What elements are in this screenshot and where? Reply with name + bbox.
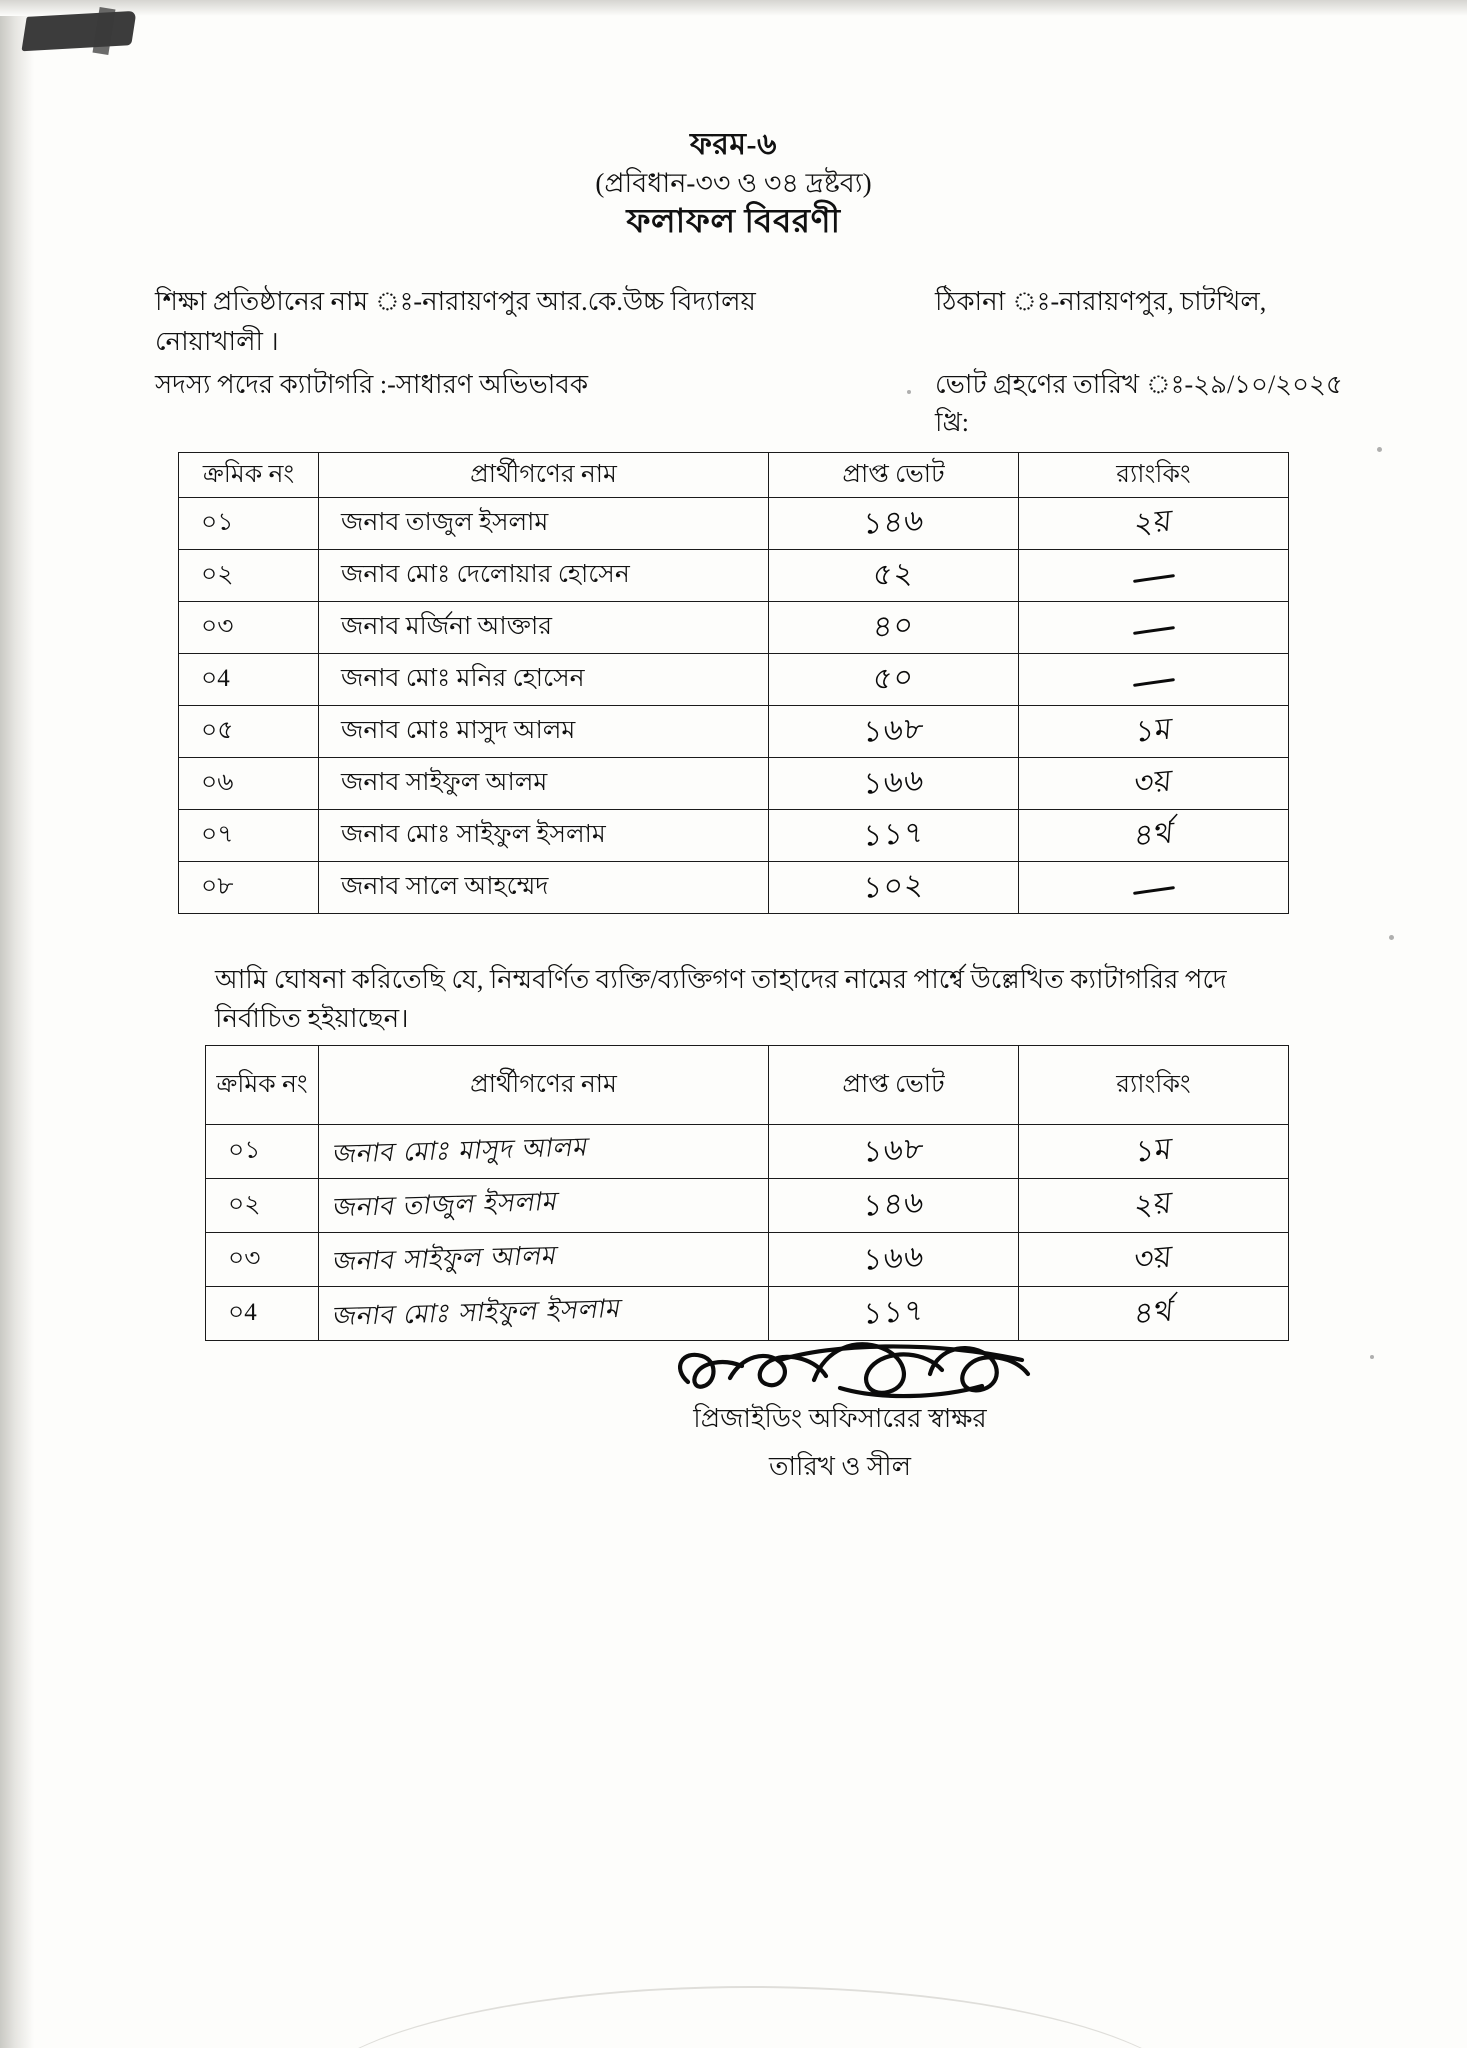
column-header-ranking: র‍্যাংকিং <box>1019 453 1289 498</box>
handwritten-ranking-dash <box>1132 678 1174 687</box>
handwritten-ranking: ১ম <box>1133 1131 1174 1170</box>
column-header-candidate-name: প্রার্থীগণের নাম <box>319 453 769 498</box>
table-row <box>206 1233 1289 1287</box>
cell-serial: ০৭ <box>179 810 319 862</box>
table-header-row <box>179 453 1289 498</box>
column-header-candidate-name: প্রার্থীগণের নাম <box>319 1046 769 1125</box>
handwritten-votes: ১০২ <box>861 867 926 906</box>
table-row <box>179 550 1289 602</box>
cell-ranking <box>1019 862 1289 914</box>
cell-candidate-name <box>319 1233 769 1287</box>
cell-serial: ০4 <box>179 654 319 706</box>
table-row <box>179 706 1289 758</box>
handwritten-votes: ১১৭ <box>861 815 926 854</box>
handwritten-votes: ১৬৮ <box>861 711 926 750</box>
handwritten-candidate-name: জনাব মোঃ মাসুদ আলম <box>330 1131 592 1170</box>
handwritten-votes: ৫২ <box>872 555 916 594</box>
column-header-serial: ক্রমিক নং <box>179 453 319 498</box>
cell-serial: ০4 <box>206 1287 319 1341</box>
scan-left-edge-shadow <box>0 0 34 2048</box>
table-header-row <box>206 1046 1289 1125</box>
vote-date-field <box>925 366 1355 443</box>
cell-votes <box>769 1233 1019 1287</box>
cell-candidate-name <box>319 1179 769 1233</box>
scan-bottom-fold <box>300 1986 1200 2048</box>
member-category-field <box>155 366 855 404</box>
handwritten-candidate-name: জনাব মোঃ সাইফুল ইসলাম <box>330 1293 624 1332</box>
cell-votes <box>769 550 1019 602</box>
handwritten-votes: ১৬৬ <box>861 763 926 802</box>
cell-votes <box>769 602 1019 654</box>
cell-ranking <box>1019 498 1289 550</box>
cell-serial: ০১ <box>206 1125 319 1179</box>
document-meta <box>155 283 1355 443</box>
column-header-votes: প্রাপ্ত ভোট <box>769 1046 1019 1125</box>
member-category-label: সদস্য পদের ক্যাটাগরি :- <box>155 369 396 399</box>
cell-votes <box>769 498 1019 550</box>
member-category-value: সাধারণ অভিভাবক <box>395 369 589 399</box>
cell-serial: ০৫ <box>179 706 319 758</box>
handwritten-ranking: ২য় <box>1133 503 1174 542</box>
cell-candidate-name: জনাব তাজুল ইসলাম <box>319 498 769 550</box>
handwritten-ranking: ১ম <box>1133 711 1174 750</box>
cell-candidate-name: জনাব মোঃ সাইফুল ইসলাম <box>319 810 769 862</box>
handwritten-votes: ১৪৬ <box>861 503 926 542</box>
cell-candidate-name: জনাব সাইফুল আলম <box>319 758 769 810</box>
cell-candidate-name <box>319 1125 769 1179</box>
cell-ranking <box>1019 1233 1289 1287</box>
handwritten-ranking: ৩য় <box>1133 1239 1174 1278</box>
elected-candidates-table <box>205 1045 1289 1341</box>
scan-speck <box>1389 935 1394 940</box>
cell-votes <box>769 706 1019 758</box>
table-row <box>179 810 1289 862</box>
institution-field <box>155 283 855 321</box>
handwritten-ranking: ৪র্থ <box>1132 1293 1175 1332</box>
cell-serial: ০৩ <box>206 1233 319 1287</box>
handwritten-ranking-dash <box>1132 626 1174 635</box>
signature-block <box>560 1330 1120 1490</box>
presiding-officer-label: প্রিজাইডিং অফিসারের স্বাক্ষর <box>693 1404 987 1433</box>
column-header-votes: প্রাপ্ত ভোট <box>769 453 1019 498</box>
cell-votes <box>769 1125 1019 1179</box>
address-label: ঠিকানা ঃ- <box>935 287 1060 316</box>
handwritten-ranking-dash <box>1132 886 1174 895</box>
document-heading <box>0 128 1467 241</box>
handwritten-ranking-dash <box>1132 574 1174 583</box>
rule-reference: (প্রবিধান-৩৩ ও ৩৪ দ্রষ্টব্য) <box>595 167 872 198</box>
cell-serial: ০৬ <box>179 758 319 810</box>
cell-ranking <box>1019 1125 1289 1179</box>
cell-serial: ০৩ <box>179 602 319 654</box>
column-header-ranking: র‍্যাংকিং <box>1019 1046 1289 1125</box>
cell-ranking <box>1019 1179 1289 1233</box>
cell-ranking <box>1019 654 1289 706</box>
cell-ranking <box>1019 602 1289 654</box>
cell-candidate-name: জনাব মর্জিনা আক্তার <box>319 602 769 654</box>
handwritten-candidate-name: জনাব সাইফুল আলম <box>330 1240 560 1277</box>
handwritten-votes: ১৬৮ <box>861 1131 926 1170</box>
handwritten-votes: ১৪৬ <box>861 1185 926 1224</box>
handwritten-ranking: ৩য় <box>1133 763 1174 802</box>
page-title: ফলাফল বিবরণী <box>626 203 841 240</box>
cell-serial: ০২ <box>206 1179 319 1233</box>
scan-top-edge-shadow <box>0 0 1467 16</box>
cell-candidate-name: জনাব মোঃ দেলোয়ার হোসেন <box>319 550 769 602</box>
cell-ranking <box>1019 810 1289 862</box>
table-row <box>179 498 1289 550</box>
handwritten-votes: ৪০ <box>872 607 916 646</box>
cell-votes <box>769 758 1019 810</box>
handwritten-ranking: ২য় <box>1133 1185 1174 1224</box>
scan-speck <box>1377 447 1382 452</box>
cell-votes <box>769 862 1019 914</box>
address-value: নারায়ণপুর, চাটখিল, <box>1059 287 1267 316</box>
results-table <box>178 452 1289 914</box>
cell-votes <box>769 810 1019 862</box>
scan-speck <box>1370 1355 1374 1359</box>
cell-votes <box>769 1179 1019 1233</box>
date-seal-label: তারিখ ও সীল <box>769 1452 911 1481</box>
handwritten-votes: ৫০ <box>872 659 916 698</box>
handwritten-candidate-name: জনাব তাজুল ইসলাম <box>330 1186 561 1223</box>
table-row <box>206 1125 1289 1179</box>
cell-candidate-name: জনাব মোঃ মাসুদ আলম <box>319 706 769 758</box>
institution-label: শিক্ষা প্রতিষ্ঠানের নাম ঃ- <box>155 287 423 316</box>
cell-ranking <box>1019 758 1289 810</box>
table-row <box>179 758 1289 810</box>
vote-date-label: ভোট গ্রহণের তারিখ ঃ- <box>935 369 1194 399</box>
district-value: নোয়াখালী । <box>155 327 279 357</box>
cell-candidate-name: জনাব সালে আহম্মেদ <box>319 862 769 914</box>
scan-corner-artifact <box>21 11 136 51</box>
table-row <box>179 654 1289 706</box>
institution-value: নারায়ণপুর আর.কে.উচ্চ বিদ্যালয় <box>422 287 756 316</box>
cell-candidate-name: জনাব মোঃ মনির হোসেন <box>319 654 769 706</box>
form-number: ফরম-৬ <box>689 128 778 161</box>
handwritten-votes: ১৬৬ <box>861 1239 926 1278</box>
column-header-serial: ক্রমিক নং <box>206 1046 319 1125</box>
address-field <box>935 283 1355 321</box>
cell-ranking <box>1019 706 1289 758</box>
cell-ranking <box>1019 550 1289 602</box>
cell-votes <box>769 654 1019 706</box>
cell-serial: ০২ <box>179 550 319 602</box>
cell-serial: ০১ <box>179 498 319 550</box>
table-row <box>179 602 1289 654</box>
table-row <box>206 1179 1289 1233</box>
vote-date-value: ২৯/১০/২০২৫ খ্রি: <box>935 369 1343 438</box>
handwritten-ranking: ৪র্থ <box>1132 815 1175 854</box>
table-row <box>179 862 1289 914</box>
declaration-text: আমি ঘোষনা করিতেছি যে, নিম্মবর্ণিত ব্যক্তি/ব্যক্তিগণ তাহাদের নামের পার্শ্বে উল্লেখিত ক্যাটাগরির পদে নির্বাচিত হইয়াছেন। <box>215 965 1227 1033</box>
cell-serial: ০৮ <box>179 862 319 914</box>
handwritten-votes: ১১৭ <box>861 1293 926 1332</box>
